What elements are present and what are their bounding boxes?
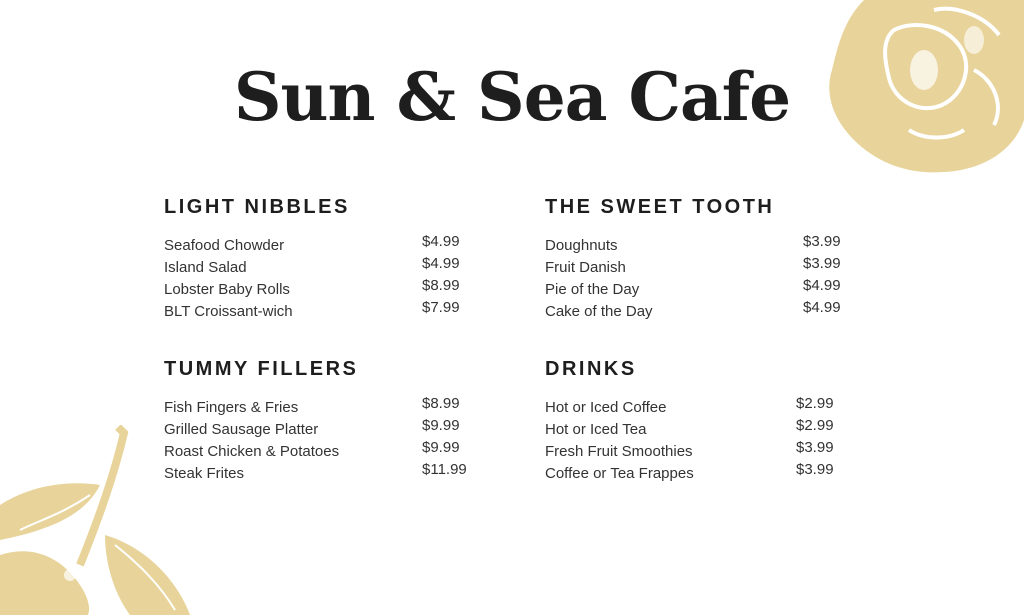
item-price: $4.99 bbox=[422, 255, 460, 272]
item-name: Cake of the Day bbox=[545, 303, 653, 320]
item-name: Fruit Danish bbox=[545, 259, 626, 276]
item-name: Doughnuts bbox=[545, 237, 618, 254]
section-heading: LIGHT NIBBLES bbox=[164, 196, 350, 218]
item-price: $2.99 bbox=[796, 417, 834, 434]
item-price: $3.99 bbox=[796, 439, 834, 456]
menu-section-drinks bbox=[545, 358, 865, 487]
menu-item bbox=[164, 461, 484, 487]
item-name: Pie of the Day bbox=[545, 281, 640, 298]
item-price: $4.99 bbox=[803, 277, 841, 294]
item-name: Lobster Baby Rolls bbox=[164, 281, 290, 298]
menu-item bbox=[164, 299, 484, 325]
item-price: $9.99 bbox=[422, 439, 460, 456]
item-name: Hot or Iced Coffee bbox=[545, 399, 667, 416]
menu-section-tummy-fillers bbox=[164, 358, 484, 487]
menu-section-sweet-tooth bbox=[545, 196, 865, 325]
item-price: $3.99 bbox=[796, 461, 834, 478]
item-name: Seafood Chowder bbox=[164, 237, 285, 254]
item-name: Grilled Sausage Platter bbox=[164, 421, 319, 438]
item-price: $7.99 bbox=[422, 299, 460, 316]
item-price: $11.99 bbox=[422, 461, 467, 478]
item-name: BLT Croissant-wich bbox=[164, 303, 293, 320]
section-heading: TUMMY FILLERS bbox=[164, 358, 359, 380]
menu-section-light-nibbles bbox=[164, 196, 484, 325]
item-price: $3.99 bbox=[803, 255, 841, 272]
menu-item bbox=[545, 461, 865, 487]
section-heading: THE SWEET TOOTH bbox=[545, 196, 775, 218]
item-price: $8.99 bbox=[422, 277, 460, 294]
item-price: $4.99 bbox=[803, 299, 841, 316]
item-name: Fish Fingers & Fries bbox=[164, 399, 299, 416]
page-title: Sun & Sea Cafe bbox=[233, 58, 791, 136]
item-name: Roast Chicken & Potatoes bbox=[164, 443, 340, 460]
item-price: $9.99 bbox=[422, 417, 460, 434]
item-price: $4.99 bbox=[422, 233, 460, 250]
item-name: Island Salad bbox=[164, 259, 247, 276]
section-heading: DRINKS bbox=[545, 358, 637, 380]
item-price: $3.99 bbox=[803, 233, 841, 250]
item-price: $8.99 bbox=[422, 395, 460, 412]
item-price: $2.99 bbox=[796, 395, 834, 412]
item-name: Coffee or Tea Frappes bbox=[545, 465, 694, 482]
item-name: Steak Frites bbox=[164, 465, 245, 482]
item-name: Fresh Fruit Smoothies bbox=[545, 443, 693, 460]
item-name: Hot or Iced Tea bbox=[545, 421, 647, 438]
menu-item bbox=[545, 299, 865, 325]
